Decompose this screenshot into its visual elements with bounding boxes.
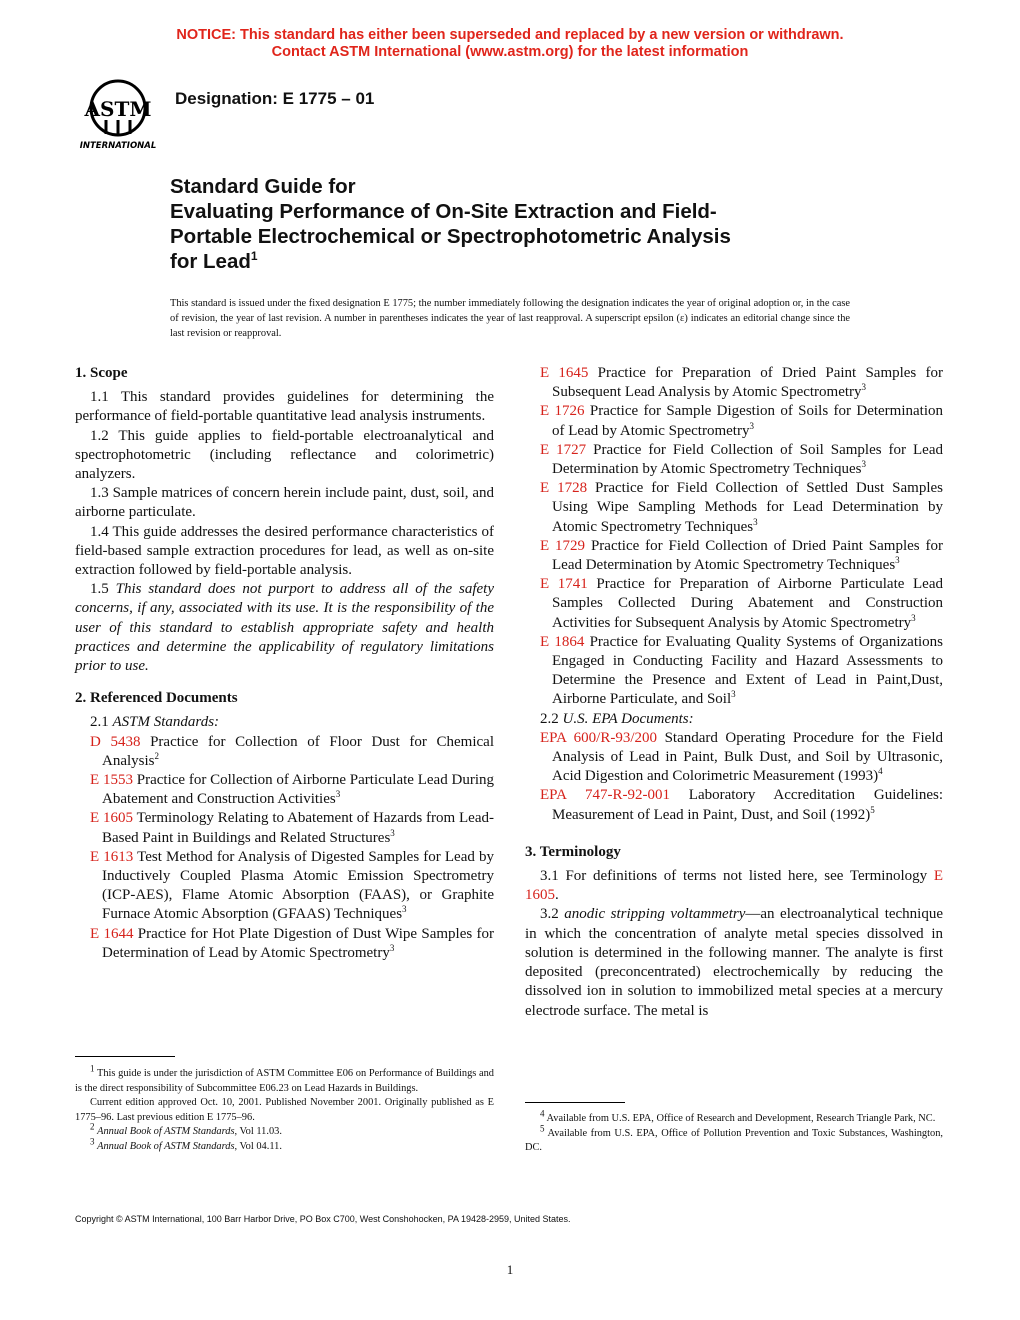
section-heading-referenced-documents: 2. Referenced Documents [75, 690, 238, 707]
ref-item: E 1553 Practice for Collection of Airborne Particulate Lead During Abatement and Construction Activities$^3$ [90, 772, 494, 808]
document-title [170, 174, 890, 274]
issued-note: This standard is issued under the fixed designation E 1775; the number immediately following the designation indicates the year of original adoption or, in the case of revision, the year of last revision. A number in parentheses indicates the year of last reapproval. A superscript epsilon (ε) indicates an editorial change since the last revision or reapproval. [170, 298, 850, 339]
ref-item: E 1645 Practice for Preparation of Dried Paint Samples for Subsequent Lead Analysis by Atomic Spectrometry$^3$ [540, 365, 943, 401]
epa-documents-label: 2.2 U.S. EPA Documents: [540, 710, 694, 727]
ref-link[interactable]: E 1727 [540, 441, 587, 458]
ref-link[interactable]: E 1741 [540, 576, 588, 593]
ref-link[interactable]: E 1605 [525, 868, 943, 904]
astm-standards-label: 2.1 ASTM Standards: [90, 714, 220, 731]
notice-banner [0, 27, 1020, 61]
ref-item: E 1728 Practice for Field Collection of Settled Dust Samples Using Wipe Sampling Methods for Lead Determination by Atomic Spectrometry Techniques$^3$ [540, 480, 943, 535]
ref-item: E 1644 Practice for Hot Plate Digestion of Dust Wipe Samples for Determination of Lead by Atomic Spectrometry$^3$ [90, 925, 494, 961]
ref-item: E 1741 Practice for Preparation of Airborne Particulate Lead Samples Collected During Abatement and Construction Activities for Subsequent Analysis by Atomic Spectrometry$^3$ [540, 576, 944, 631]
copyright: Copyright © ASTM International, 100 Barr Harbor Drive, PO Box C700, West Conshohocken, PA 19428-2959, United States. [75, 1214, 571, 1224]
footnote-3: $^3$ Annual Book of ASTM Standards, Vol 04.11. [90, 1136, 282, 1152]
right-column [525, 364, 943, 1021]
ref-link[interactable]: EPA 600/R-93/200 [540, 729, 658, 746]
ref-link[interactable]: EPA 747-R-92-001 [540, 787, 670, 804]
footnote-5: $^5$ Available from U.S. EPA, Office of Pollution Prevention and Toxic Substances, Washington, DC. [525, 1123, 943, 1153]
footnote-1: $^1$ This guide is under the jurisdiction of ASTM Committee E06 on Performance of Buildings and is the direct responsibility of Subcommittee E06.23 on Lead Hazards in Buildings. [75, 1063, 494, 1094]
paragraph-1-5: 1.5 This standard does not purport to address all of the safety concerns, if any, associated with its use. It is the responsibility of the user of this standard to establish appropriate safety and health practices and determine the applicability of regulatory limitations prior to use. [75, 581, 495, 675]
title-line-3: Portable Electrochemical or Spectrophotometric Analysis [170, 225, 731, 248]
notice-line-2: Contact ASTM International (www.astm.org) for the latest information [271, 44, 749, 60]
title-line-2: Evaluating Performance of On-Site Extraction and Field- [170, 200, 717, 223]
title-line-4: for Lead$^1$ [170, 249, 258, 273]
footnotes-right [525, 1108, 943, 1156]
ref-link[interactable]: E 1728 [540, 480, 588, 497]
ref-item: E 1605 Terminology Relating to Abatement of Hazards from Lead-Based Paint in Buildings and Related Structures$^3$ [90, 810, 494, 846]
footnote-4: $^4$ Available from U.S. EPA, Office of Research and Development, Research Triangle Park, NC. [540, 1108, 936, 1124]
ref-item: E 1726 Practice for Sample Digestion of Soils for Determination of Lead by Atomic Spectrometry$^3$ [540, 403, 943, 439]
title-footnote-mark[interactable]: 1 [250, 249, 258, 264]
notice-line-1: NOTICE: This standard has either been superseded and replaced by a new version or withdrawn. [176, 27, 844, 43]
footnote-rule-right [525, 1102, 625, 1103]
page-number: 1 [506, 1262, 514, 1277]
paragraph-3-1: 3.1 For definitions of terms not listed here, see Terminology E 1605. [525, 868, 943, 904]
paragraph-1-4: 1.4 This guide addresses the desired performance characteristics of field-based sample extraction procedures for lead, as well as on-site extraction followed by field-portable analysis. [75, 523, 494, 579]
footnote-rule-left [75, 1056, 175, 1057]
ref-item: EPA 747-R-92-001 Laboratory Accreditation Guidelines: Measurement of Lead in Paint, Dust, and Soil $(1992)^5$ [540, 787, 944, 823]
paragraph-1-3: 1.3 Sample matrices of concern herein include paint, dust, soil, and airborne particulate. [75, 485, 494, 521]
ref-link[interactable]: E 1644 [90, 925, 134, 942]
ref-item: E 1864 Practice for Evaluating Quality Systems of Organizations Engaged in Conducting Facility and Hazard Assessments to Determine the Presence and Extent of Lead in Paint,Dust, Airborne Particulate, and Soil$^3$ [540, 633, 943, 708]
footnote-1-edition: Current edition approved Oct. 10, 2001. Published November 2001. Originally published as E 1775–96. Last previous edition E 1775–96. [75, 1097, 494, 1123]
logo-subtitle: INTERNATIONAL [79, 141, 157, 151]
ref-link[interactable]: E 1864 [540, 633, 585, 650]
section-heading-terminology: 3. Terminology [525, 843, 621, 860]
ref-item: EPA 600/R-93/200 Standard Operating Procedure for the Field Analysis of Lead in Paint, Bulk Dust, and Soil by Ultrasonic, Acid Digestion and Colorimetric Measurement $(1993)^4$ [540, 729, 944, 785]
ref-link[interactable]: D 5438 [90, 733, 141, 750]
footnote-2: $^2$ Annual Book of ASTM Standards, Vol 11.03. [90, 1121, 282, 1137]
ref-item: D 5438 Practice for Collection of Floor Dust for Chemical Analysis$^2$ [90, 733, 494, 769]
designation: Designation: E 1775 – 01 [175, 89, 375, 108]
ref-item: E 1613 Test Method for Analysis of Digested Samples for Lead by Inductively Coupled Plasma Atomic Emission Spectrometry (ICP-AES), Flame Atomic Absorption (FAAS), or Graphite Furnace Atomic Absorption (GFAAS) Techniques$^3$ [90, 848, 494, 923]
ref-link[interactable]: E 1645 [540, 365, 589, 381]
paragraph-3-2: 3.2 anodic stripping voltammetry—an electroanalytical technique in which the concentration of analyte metal species dissolved in solution is determined in the following manner. The analyte is first deposited (preconcentrated) electrochemically by reducing the dissolved ion in solution to immobilized metal species at a mercury electrode surface. The metal is [525, 906, 944, 1019]
ref-link[interactable]: E 1729 [540, 537, 586, 554]
ref-link[interactable]: E 1613 [90, 848, 134, 865]
section-heading-scope: 1. Scope [75, 365, 128, 381]
paragraph-1-2: 1.2 This guide applies to field-portable electroanalytical and spectrophotometric (including reflectance and colorimetric) analyzers. [75, 427, 494, 483]
ref-item: E 1727 Practice for Field Collection of Soil Samples for Lead Determination by Atomic Spectrometry Techniques$^3$ [540, 441, 944, 478]
ref-link[interactable]: E 1605 [90, 810, 134, 827]
title-line-1: Standard Guide for [170, 175, 356, 198]
ref-link[interactable]: E 1553 [90, 772, 133, 789]
astm-logo [76, 72, 160, 152]
logo-text: ASTM [84, 97, 152, 121]
ref-link[interactable]: E 1726 [540, 403, 585, 420]
paragraph-1-1: 1.1 This standard provides guidelines for determining the performance of field-portable quantitative lead analysis instruments. [75, 389, 494, 425]
left-column [75, 364, 494, 963]
footnotes-left [75, 1063, 494, 1154]
ref-item: E 1729 Practice for Field Collection of Dried Paint Samples for Lead Determination by Atomic Spectrometry Techniques$^3$ [540, 537, 943, 574]
